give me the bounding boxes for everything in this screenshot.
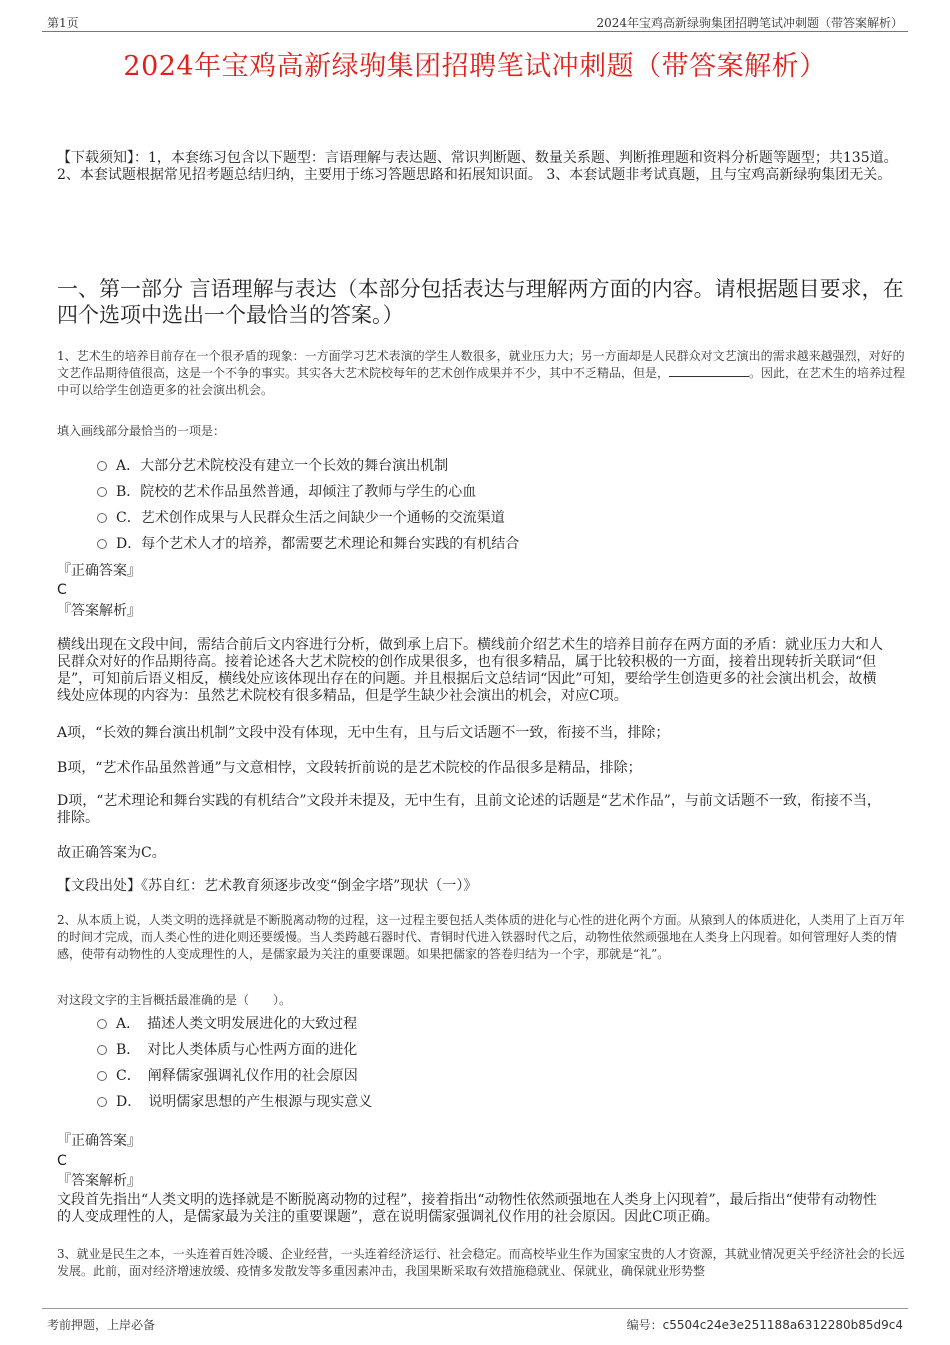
answer-blank — [669, 365, 749, 377]
question-2-analysis: 文段首先指出“人类文明的选择就是不断脱离动物的过程”，接着指出“动物性依然顽强地在人类身上闪现着”，最后指出“使带有动物性的人变成理性的人，是儒家最为关注的重要课题”，意在说明儒家强调礼仪作用的社会原因。因此C项正确。 — [57, 1192, 877, 1225]
radio-icon[interactable] — [97, 487, 107, 497]
question-1-option-d[interactable]: D．每个艺术人才的培养，都需要艺术理论和舞台实践的有机结合 — [97, 536, 519, 552]
question-3-stem: 3、就业是民生之本，一头连着百姓冷暖、企业经营，一头连着经济运行、社会稳定。而高校毕业生作为国家宝贵的人才资源，其就业情况更关乎经济社会的长远发展。此前，面对经济增速放缓、疫情多发散发等多重因素冲击，我国果断采取有效措施稳就业、保就业，确保就业形势整 — [57, 1247, 905, 1278]
document-code: 编号：c5504c24e3e251188a6312280b85d9c4 — [626, 1318, 903, 1332]
question-1-stem: 1、艺术生的培养目前存在一个很矛盾的现象：一方面学习艺术表演的学生人数很多，就业压力大；另一方面却是人民群众对文艺演出的需求越来越强烈，对好的文艺作品期待值很高，这是一个不争的事实。其实各大艺术院校每年的艺术创作成果并不少，其中不乏精品，但是， 。因此，在艺术生的培养过程中可以给学生创造更多的社会演出机会。 — [57, 349, 906, 397]
question-1-analysis-d: D项，“艺术理论和舞台实践的有机结合”文段并未提及，无中生有，且前文论述的话题是“艺术作品”，与前文话题不一致，衔接不当，排除。 — [57, 793, 881, 826]
download-notice: 【下载须知】：1，本套练习包含以下题型：言语理解与表达题、常识判断题、数量关系题、判断推理题和资料分析题等题型；共135道。 2、本套试题根据常见招考题总结归纳，主要用于练习答题思路和拓展知识面。 3、本套试题非考试真题，且与宝鸡高新绿驹集团无关。 — [57, 150, 898, 183]
question-1-option-a[interactable]: A．大部分艺术院校没有建立一个长效的舞台演出机制 — [97, 458, 448, 474]
question-1-answer: C — [57, 582, 67, 598]
radio-icon[interactable] — [97, 539, 107, 549]
question-2-answer-heading: 『正确答案』 — [57, 1133, 141, 1149]
footer-divider — [42, 1308, 908, 1309]
radio-icon[interactable] — [97, 1071, 107, 1081]
question-1-source: 【文段出处】《苏自红：艺术教育须逐步改变“倒金字塔”现状（一）》 — [57, 878, 478, 894]
running-title: 2024年宝鸡高新绿驹集团招聘笔试冲刺题（带答案解析） — [596, 16, 903, 30]
question-1-conclusion: 故正确答案为C。 — [57, 845, 166, 861]
question-2-option-d[interactable]: D． 说明儒家思想的产生根源与现实意义 — [97, 1094, 372, 1110]
question-2-analysis-heading: 『答案解析』 — [57, 1173, 141, 1189]
header-divider — [42, 31, 908, 32]
question-1-analysis-a: A项，“长效的舞台演出机制”文段中没有体现，无中生有，且与后文话题不一致，衔接不当，排除； — [57, 725, 670, 741]
question-1-analysis-heading: 『答案解析』 — [57, 603, 141, 619]
question-1-option-c[interactable]: C．艺术创作成果与人民群众生活之间缺少一个通畅的交流渠道 — [97, 510, 505, 526]
question-2-prompt: 对这段文字的主旨概括最准确的是（ ）。 — [57, 993, 292, 1007]
question-1-analysis-b: B项，“艺术作品虽然普通”与文意相悖，文段转折前说的是艺术院校的作品很多是精品，排除； — [57, 760, 642, 776]
question-2-answer: C — [57, 1153, 67, 1169]
question-1-answer-heading: 『正确答案』 — [57, 563, 141, 579]
question-1-analysis: 横线出现在文段中间，需结合前后文内容进行分析，做到承上启下。横线前介绍艺术生的培养目前存在两方面的矛盾：就业压力大和人民群众对好的作品期待高。接着论述各大艺术院校的创作成果很多，也有很多精品，属于比较积极的一方面，接着出现转折关联词“但是”，可知前后语义相反，横线处应该体现出存在的问题。并且根据后文总结词“因此”可知，要给学生创造更多的社会演出机会，故横线处应体现的内容为：虽然艺术院校有很多精品，但是学生缺少社会演出的机会，对应C项。 — [57, 637, 883, 704]
question-1-prompt: 填入画线部分最恰当的一项是： — [57, 424, 226, 438]
question-2-stem: 2、从本质上说，人类文明的选择就是不断脱离动物的过程，这一过程主要包括人类体质的进化与心性的进化两个方面。从猿到人的体质进化，人类用了上百万年的时间才完成，而人类心性的进化则还要缓慢。当人类跨越石器时代、青铜时代进入铁器时代之后，动物性依然顽强地在人类身上闪现着。如何管理好人类的情感，使带有动物性的人变成理性的人，是儒家最为关注的重要课题。如果把儒家的答卷归结为一个字，那就是“礼”。 — [57, 913, 905, 961]
section-heading: 一、第一部分 言语理解与表达（本部分包括表达与理解两方面的内容。请根据题目要求，在四个选项中选出一个最恰当的答案。） — [57, 277, 904, 327]
question-1-option-b[interactable]: B．院校的艺术作品虽然普通，却倾注了教师与学生的心血 — [97, 484, 476, 500]
question-2-option-c[interactable]: C． 阐释儒家强调礼仪作用的社会原因 — [97, 1068, 358, 1084]
question-2-option-a[interactable]: A． 描述人类文明发展进化的大致过程 — [97, 1016, 357, 1032]
page-title: 2024年宝鸡高新绿驹集团招聘笔试冲刺题（带答案解析） — [123, 51, 827, 82]
radio-icon[interactable] — [97, 461, 107, 471]
radio-icon[interactable] — [97, 1097, 107, 1107]
page-number: 第1页 — [47, 16, 79, 30]
radio-icon[interactable] — [97, 513, 107, 523]
footer-slogan: 考前押题，上岸必备 — [47, 1318, 156, 1332]
radio-icon[interactable] — [97, 1045, 107, 1055]
question-2-option-b[interactable]: B． 对比人类体质与心性两方面的进化 — [97, 1042, 357, 1058]
radio-icon[interactable] — [97, 1019, 107, 1029]
